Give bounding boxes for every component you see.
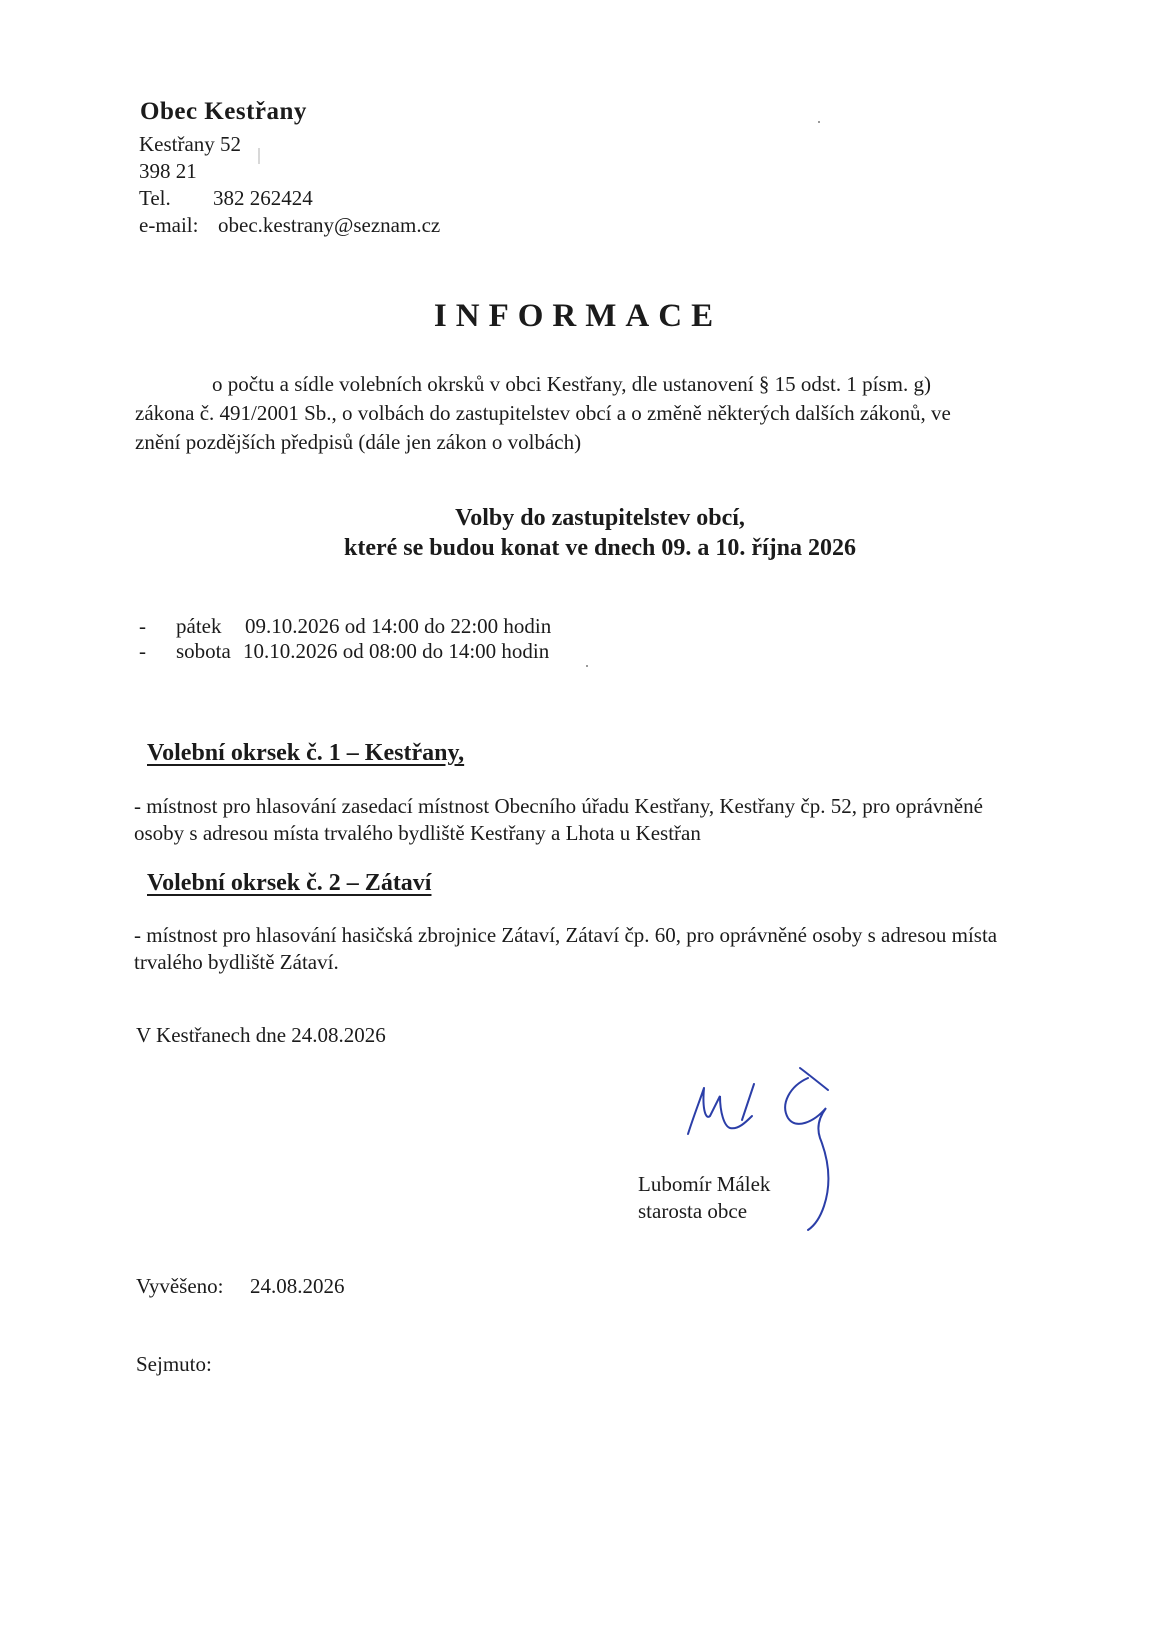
election-heading-line-1: Volby do zastupitelstev obcí, xyxy=(455,505,745,531)
removed-label: Sejmuto: xyxy=(136,1352,212,1376)
phone-number: 382 262424 xyxy=(213,186,313,210)
district-2-heading: Volební okrsek č. 2 – Zátaví xyxy=(147,870,432,896)
schedule-time-saturday: 10.10.2026 od 08:00 do 14:00 hodin xyxy=(243,639,550,663)
schedule-time-friday: 09.10.2026 od 14:00 do 22:00 hodin xyxy=(245,614,552,638)
schedule-bullet: - xyxy=(139,614,146,638)
schedule-bullet: - xyxy=(139,639,146,663)
district-2-text: - místnost pro hlasování hasičská zbrojnice Zátaví, Zátaví čp. 60, pro oprávněné osoby s adresou místa trvalého bydliště Zátaví. xyxy=(134,923,998,974)
intro-line-3: znění pozdějších předpisů (dále jen zákon o volbách) xyxy=(135,430,582,454)
scan-speck xyxy=(586,665,588,667)
scan-speck xyxy=(818,121,820,123)
address-line-postcode: 398 21 xyxy=(139,159,197,183)
schedule-day-saturday: sobota xyxy=(176,639,231,663)
posted-label: Vyvěšeno: xyxy=(136,1274,224,1298)
email-label: e-mail: xyxy=(139,213,199,237)
signer-name: Lubomír Málek xyxy=(638,1172,771,1196)
phone-label: Tel. xyxy=(139,186,171,210)
intro-line-1: o počtu a sídle volebních okrsků v obci Kestřany, dle ustanovení § 15 odst. 1 písm. g) xyxy=(212,372,931,396)
district-1-heading: Volební okrsek č. 1 – Kestřany, xyxy=(147,740,465,766)
org-name: Obec Kestřany xyxy=(140,98,307,125)
signer-role: starosta obce xyxy=(638,1199,748,1223)
scan-speck xyxy=(258,148,260,164)
election-heading-line-2: které se budou konat ve dnech 09. a 10. října 2026 xyxy=(343,535,857,561)
posted-date: 24.08.2026 xyxy=(250,1274,345,1298)
email-address: obec.kestrany@seznam.cz xyxy=(218,213,441,237)
district-1-text: - místnost pro hlasování zasedací místnost Obecního úřadu Kestřany, Kestřany čp. 52, pro oprávněné osoby s adresou místa trvalého bydliště Kestřany a Lhota u Kestřan xyxy=(134,794,983,845)
schedule-day-friday: pátek xyxy=(176,614,222,638)
address-line-street: Kestřany 52 xyxy=(139,132,242,156)
place-date: V Kestřanech dne 24.08.2026 xyxy=(136,1023,386,1047)
document-title: INFORMACE xyxy=(433,298,723,334)
intro-line-2: zákona č. 491/2001 Sb., o volbách do zastupitelstev obcí a o změně některých dalších zákonů, ve xyxy=(135,401,951,425)
